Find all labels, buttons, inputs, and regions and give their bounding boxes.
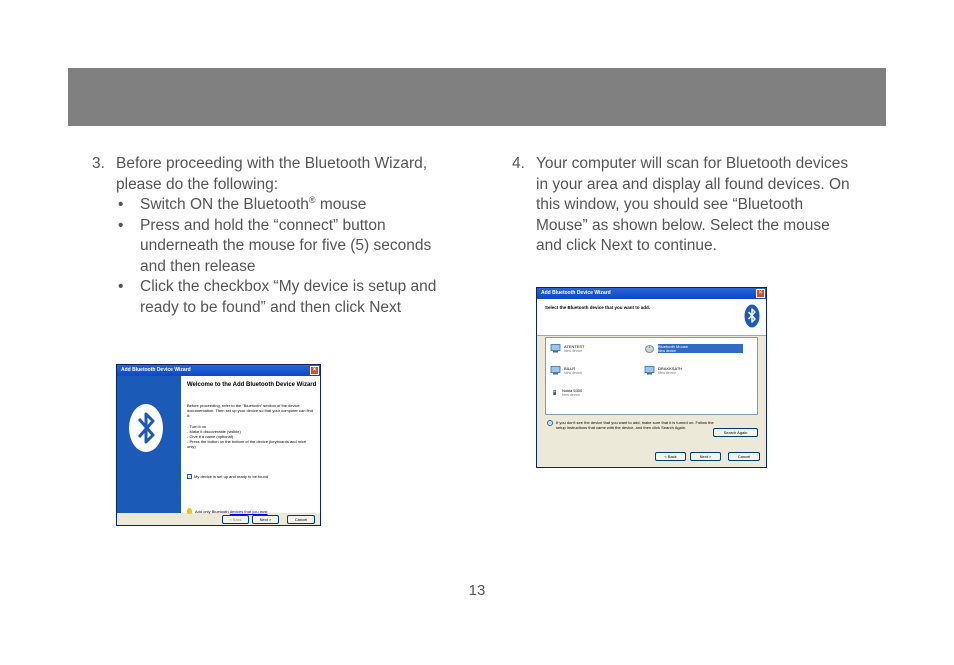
wizard-welcome-screenshot <box>116 364 321 526</box>
wizard-setup-list: - Turn it on - Make it discoverable (visible) - Give it a name (optional) - Press the button on the bottom of the device (keyboards and mice only) <box>187 424 307 449</box>
next-button[interactable]: Next > <box>252 515 279 524</box>
next-button[interactable]: Next > <box>690 452 721 461</box>
checkbox-checked-icon[interactable]: ✓ <box>188 474 192 479</box>
trust-note: Add only Bluetooth devices that you trust <box>187 508 268 514</box>
device-item[interactable]: Nokia 5300 New device <box>553 388 582 397</box>
phone-icon <box>553 388 559 397</box>
wizard-sidebar <box>117 376 181 513</box>
bluetooth-logo-icon <box>744 304 760 328</box>
bullet-press-connect: • Press and hold the “connect” button underneath the mouse for five (5) seconds and then release <box>116 216 437 278</box>
wizard-header-pane <box>537 299 766 336</box>
close-icon[interactable]: × <box>756 289 765 298</box>
registered-mark: ® <box>308 194 316 205</box>
wizard-heading: Select the Bluetooth device that you want to add. <box>545 305 651 310</box>
wizard-select-screenshot <box>536 287 767 468</box>
computer-icon <box>550 344 561 353</box>
page-number: 13 <box>468 582 486 599</box>
instruction-list <box>116 195 437 318</box>
lightbulb-icon <box>187 508 192 514</box>
search-again-button[interactable]: Search Again <box>713 428 758 437</box>
step-number: 3. <box>92 155 105 172</box>
bluetooth-logo-icon <box>129 404 163 452</box>
close-icon[interactable]: × <box>310 366 319 375</box>
back-button[interactable]: < Back <box>655 452 686 461</box>
search-hint: i If you don't see the device that you want to add, make sure that it is turned on. Follow the setup instructions that came with the device, and then click Search Again. <box>547 420 717 430</box>
device-item[interactable]: DRAKKSATH New device <box>644 366 682 375</box>
device-item[interactable]: BILLR New device <box>550 366 582 375</box>
wizard-content <box>181 376 320 513</box>
header-bar <box>68 68 886 126</box>
device-item[interactable]: ATENTEST New device <box>550 344 585 353</box>
device-list[interactable] <box>545 337 758 415</box>
step-text: Your computer will scan for Bluetooth devices in your area and display all found devices. On this window, you should see “Bluetooth Mouse” as shown below. Select the mouse and click Next to continue. <box>536 155 850 254</box>
step-number: 4. <box>512 155 525 172</box>
wizard-intro: Before proceeding, refer to the "Bluetooth" section of the device documentation. Then set up your device so that your computer can find it: <box>187 403 313 418</box>
step-4 <box>512 154 857 257</box>
window-titlebar: Add Bluetooth Device Wizard × <box>117 365 320 376</box>
trusted-devices-link[interactable]: devices that you trust <box>229 508 268 514</box>
back-button[interactable]: < Back <box>222 515 249 524</box>
info-icon: i <box>547 420 553 426</box>
step-intro: Before proceeding with the Bluetooth Wizard, please do the following: <box>116 155 428 193</box>
cancel-button[interactable]: Cancel <box>287 515 315 524</box>
window-titlebar: Add Bluetooth Device Wizard × <box>537 288 766 299</box>
cancel-button[interactable]: Cancel <box>728 452 760 461</box>
computer-icon <box>550 366 561 375</box>
mouse-icon <box>644 344 655 353</box>
bullet-click-checkbox: • Click the checkbox “My device is setup and ready to be found” and then click Next <box>116 277 437 318</box>
computer-icon <box>644 366 655 375</box>
device-item-selected[interactable]: Bluetooth Mouse New device <box>644 344 743 353</box>
checkbox-label: My device is set up and ready to be found <box>194 474 269 479</box>
wizard-heading: Welcome to the Add Bluetooth Device Wizard <box>187 382 317 388</box>
step-3 <box>92 154 437 318</box>
bullet-switch-on: • Switch ON the Bluetooth® mouse <box>116 195 437 216</box>
device-ready-checkbox[interactable] <box>187 474 268 479</box>
